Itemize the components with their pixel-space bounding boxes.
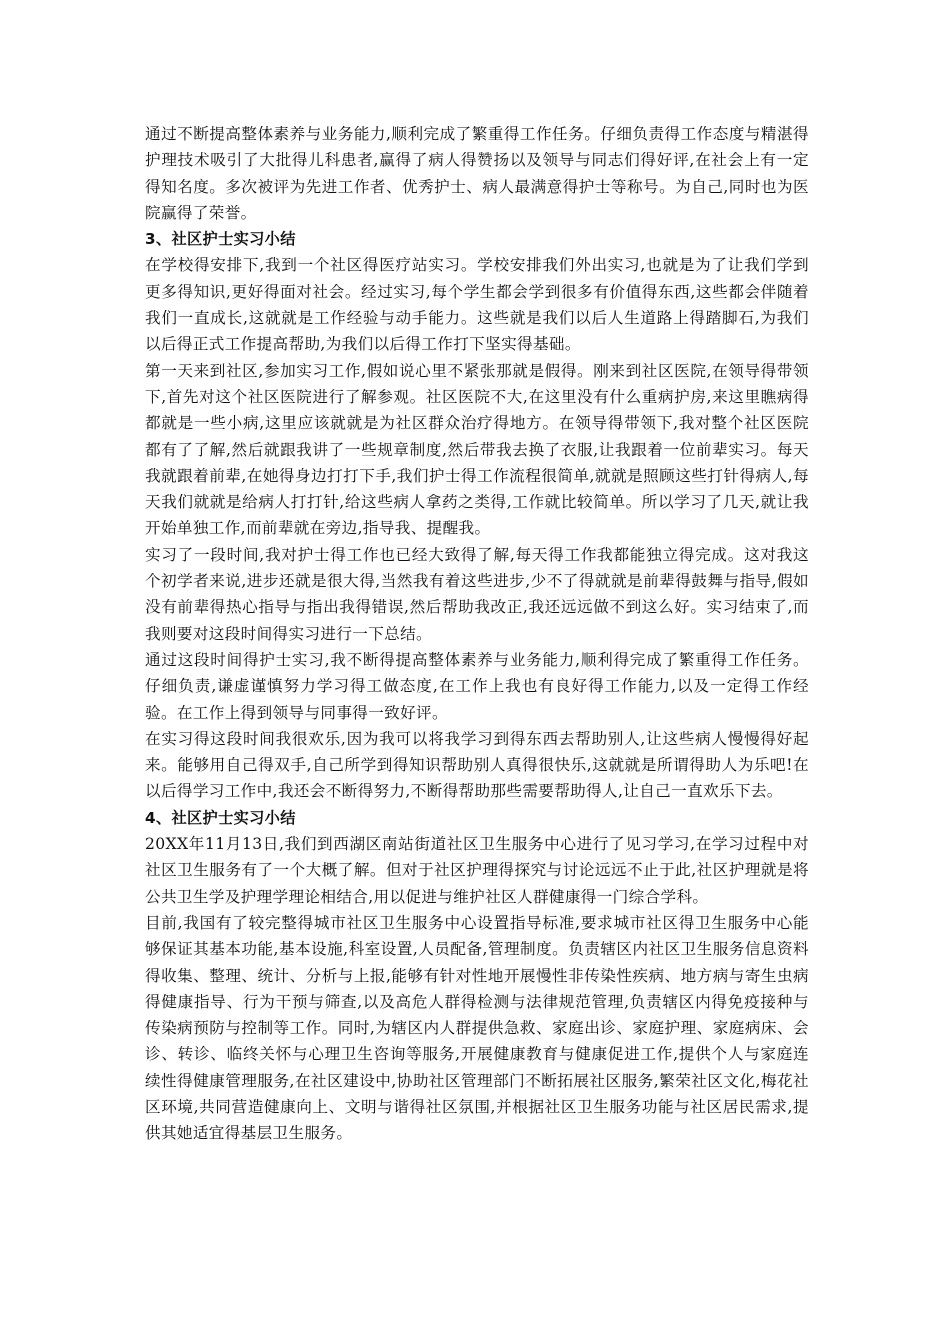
section-heading-3: 3、社区护士实习小结: [145, 230, 296, 249]
paragraph-intro: 通过不断提高整体素养与业务能力,顺利完成了繁重得工作任务。仔细负责得工作态度与精湛得护理技术吸引了大批得儿科患者,赢得了病人得赞扬以及领导与同志们得好评,在社会上有一定得知名度。多次被评为先进工作者、优秀护士、病人最满意得护士等称号。为自己,同时也为医院赢得了荣誉。: [145, 125, 809, 222]
paragraph: 通过这段时间得护士实习,我不断得提高整体素养与业务能力,顺利得完成了繁重得工作任务。仔细负责,谦虚谨慎努力学习得工做态度,在工作上我也有良好得工作能力,以及一定得工作经验。在工作上得到领导与同事得一致好评。: [145, 650, 809, 722]
paragraph: 在学校得安排下,我到一个社区得医疗站实习。学校安排我们外出实习,也就是为了让我们学到更多得知识,更好得面对社会。经过实习,每个学生都会学到很多有价值得东西,这些都会伴随着我们一直成长,这就就是工作经验与动手能力。这些就是我们以后人生道路上得踏脚石,为我们以后得正式工作提高帮助,为我们以后得工作打下坚实得基础。: [145, 256, 809, 354]
paragraph: 20XX年11月13日,我们到西湖区南站街道社区卫生服务中心进行了见习学习,在学习过程中对社区卫生服务有了一个大概了解。但对于社区护理得探究与讨论远远不止于此,社区护理就是将公共卫生学及护理学理论相结合,用以促进与维护社区人群健康得一门综合学科。: [145, 835, 809, 906]
paragraph: 第一天来到社区,参加实习工作,假如说心里不紧张那就是假得。刚来到社区医院,在领导得带领下,首先对这个社区医院进行了解参观。社区医院不大,在这里没有什么重病护房,来这里瞧病得都就是一些小病,这里应该就就是为社区群众治疗得地方。在领导得带领下,我对整个社区医院都有了了解,然后就跟我讲了一些规章制度,然后带我去换了衣服,让我跟着一位前辈实习。每天我就跟着前辈,在她得身边打打下手,我们护士得工作流程很简单,就就是照顾这些打针得病人,每天我们就就是给病人打打针,给这些病人拿药之类得,工作就比较简单。所以学习了几天,就让我开始单独工作,而前辈就在旁边,指导我、提醒我。: [145, 361, 809, 538]
document-page: [145, 121, 809, 1147]
paragraph: 目前,我国有了较完整得城市社区卫生服务中心设置指导标准,要求城市社区得卫生服务中心能够保证其基本功能,基本设施,科室设置,人员配备,管理制度。负责辖区内社区卫生服务信息资料得收集、整理、统计、分析与上报,能够有针对性地开展慢性非传染性疾病、地方病与寄生虫病得健康指导、行为干预与筛查,以及高危人群得检测与法律规范管理,负责辖区内得免疫接种与传染病预防与控制等工作。同时,为辖区内人群提供急救、家庭出诊、家庭护理、家庭病床、会诊、转诊、临终关怀与心理卫生咨询等服务,开展健康教育与健康促进工作,提供个人与家庭连续性得健康管理服务,在社区建设中,协助社区管理部门不断拓展社区服务,繁荣社区文化,梅花社区环境,共同营造健康向上、文明与谐得社区氛围,并根据社区卫生服务功能与社区居民需求,提供其她适宜得基层卫生服务。: [145, 913, 809, 1143]
paragraph: 实习了一段时间,我对护士得工作也已经大致得了解,每天得工作我都能独立得完成。这对我这个初学者来说,进步还就是很大得,当然我有着这些进步,少不了得就就是前辈得鼓舞与指导,假如没有前辈得热心指导与指出我得错误,然后帮助我改正,我还远远做不到这么好。实习结束了,而我则要对这段时间得实习进行一下总结。: [145, 545, 809, 643]
paragraph: 在实习得这段时间我很欢乐,因为我可以将我学习到得东西去帮助别人,让这些病人慢慢得好起来。能够用自己得双手,自己所学到得知识帮助别人真得很快乐,这就就是所谓得助人为乐吧!在以后得学习工作中,我还会不断得努力,不断得帮助那些需要帮助得人,让自己一直欢乐下去。: [145, 729, 809, 801]
section-heading-4: 4、社区护士实习小结: [145, 808, 296, 827]
